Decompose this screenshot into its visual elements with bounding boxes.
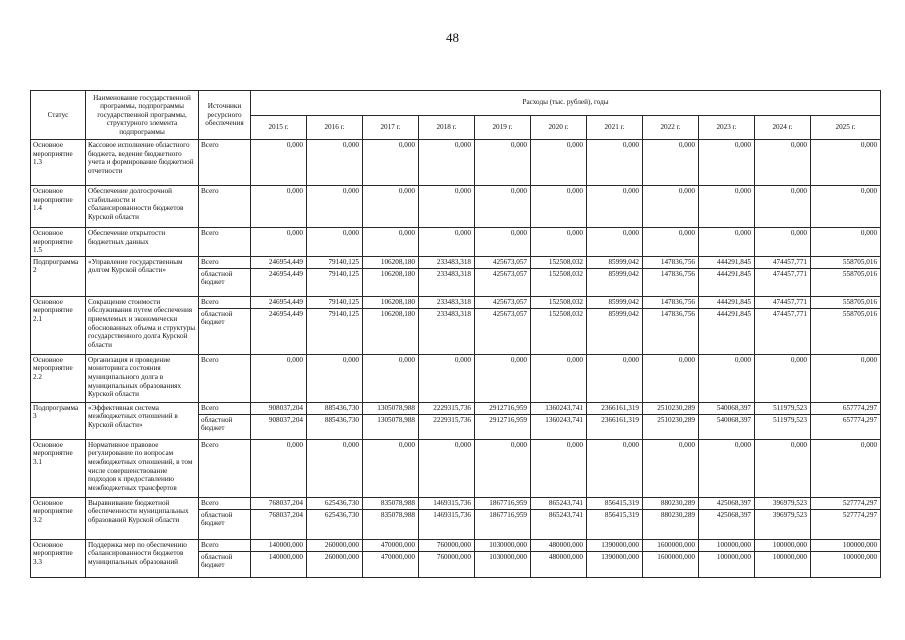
value-cell: 79140,125 — [307, 268, 363, 296]
value-cell: 2510230,289 — [643, 414, 699, 439]
value-cell: 480000,000 — [531, 539, 587, 551]
value-cell: 106208,180 — [363, 256, 419, 268]
value-cell: 246954,449 — [251, 268, 307, 296]
header-row-main — [31, 91, 881, 116]
value-cell: 1469315,736 — [419, 509, 475, 539]
source-cell: областной бюджет — [199, 551, 251, 577]
value-cell: 444291,845 — [699, 256, 755, 268]
table-header — [31, 91, 881, 140]
table-body — [31, 140, 881, 578]
header-status: Статус — [31, 91, 86, 140]
source-cell: Всего — [199, 439, 251, 497]
value-cell: 0,000 — [699, 354, 755, 402]
value-cell: 396979,523 — [755, 497, 811, 509]
value-cell: 147836,756 — [643, 256, 699, 268]
value-cell: 425673,057 — [475, 296, 531, 308]
value-cell: 0,000 — [475, 186, 531, 228]
name-cell: «Эффективная система межбюджетных отношений в Курской области» — [86, 402, 199, 439]
status-cell: Основное мероприятие 1.5 — [31, 228, 86, 257]
name-cell: Обеспечение открытости бюджетных данных — [86, 228, 199, 257]
status-cell: Подпрограмма 3 — [31, 402, 86, 439]
table-row — [31, 140, 881, 186]
value-cell: 657774,297 — [811, 402, 881, 414]
value-cell: 511979,523 — [755, 414, 811, 439]
value-cell: 140000,000 — [251, 551, 307, 577]
value-cell: 0,000 — [419, 140, 475, 186]
page-number: 48 — [446, 30, 459, 45]
value-cell: 106208,180 — [363, 268, 419, 296]
status-cell: Основное мероприятие 3.2 — [31, 497, 86, 539]
source-cell: областной бюджет — [199, 308, 251, 354]
value-cell: 425068,397 — [699, 497, 755, 509]
source-cell: Всего — [199, 140, 251, 186]
value-cell: 527774,297 — [811, 509, 881, 539]
value-cell: 0,000 — [531, 228, 587, 257]
value-cell: 0,000 — [643, 186, 699, 228]
source-cell: Всего — [199, 296, 251, 308]
value-cell: 474457,771 — [755, 296, 811, 308]
status-cell: Основное мероприятие 3.1 — [31, 439, 86, 497]
table-row — [31, 186, 881, 228]
value-cell: 425673,057 — [475, 256, 531, 268]
value-cell: 0,000 — [307, 186, 363, 228]
value-cell: 0,000 — [251, 228, 307, 257]
status-cell: Основное мероприятие 2.1 — [31, 296, 86, 354]
value-cell: 147836,756 — [643, 308, 699, 354]
value-cell: 2912716,959 — [475, 414, 531, 439]
value-cell: 0,000 — [587, 439, 643, 497]
value-cell: 396979,523 — [755, 509, 811, 539]
value-cell: 152508,032 — [531, 308, 587, 354]
value-cell: 865243,741 — [531, 509, 587, 539]
table-row — [31, 402, 881, 414]
value-cell: 0,000 — [643, 354, 699, 402]
source-cell: Всего — [199, 402, 251, 414]
value-cell: 0,000 — [307, 140, 363, 186]
header-year: 2021 г. — [587, 115, 643, 140]
value-cell: 100000,000 — [755, 539, 811, 551]
value-cell: 768037,204 — [251, 497, 307, 509]
value-cell: 152508,032 — [531, 268, 587, 296]
value-cell: 0,000 — [531, 354, 587, 402]
table-row — [31, 439, 881, 497]
source-cell: областной бюджет — [199, 268, 251, 296]
value-cell: 0,000 — [307, 228, 363, 257]
value-cell: 1390000,000 — [587, 539, 643, 551]
value-cell: 0,000 — [755, 354, 811, 402]
value-cell: 425673,057 — [475, 308, 531, 354]
header-year: 2023 г. — [699, 115, 755, 140]
value-cell: 1469315,736 — [419, 497, 475, 509]
value-cell: 100000,000 — [755, 551, 811, 577]
value-cell: 79140,125 — [307, 256, 363, 268]
name-cell: Сокращение стоимости обслуживания путем обеспечения приемлемых и экономически обоснованных объема и структуры государственного долга Курской области — [86, 296, 199, 354]
value-cell: 856415,319 — [587, 509, 643, 539]
value-cell: 625436,730 — [307, 509, 363, 539]
value-cell: 856415,319 — [587, 497, 643, 509]
value-cell: 0,000 — [587, 354, 643, 402]
value-cell: 1867716,959 — [475, 509, 531, 539]
value-cell: 233483,318 — [419, 256, 475, 268]
value-cell: 260000,000 — [307, 539, 363, 551]
value-cell: 885436,730 — [307, 414, 363, 439]
name-cell: «Управление государственным долгом Курской области» — [86, 256, 199, 296]
value-cell: 0,000 — [531, 439, 587, 497]
value-cell: 233483,318 — [419, 296, 475, 308]
value-cell: 0,000 — [251, 354, 307, 402]
value-cell: 2229315,736 — [419, 414, 475, 439]
value-cell: 0,000 — [363, 354, 419, 402]
value-cell: 246954,449 — [251, 308, 307, 354]
value-cell: 100000,000 — [811, 551, 881, 577]
name-cell: Организация и проведение мониторинга состояния муниципального долга в муниципальных образованиях Курской области — [86, 354, 199, 402]
value-cell: 0,000 — [475, 354, 531, 402]
value-cell: 760000,000 — [419, 539, 475, 551]
value-cell: 0,000 — [699, 140, 755, 186]
value-cell: 147836,756 — [643, 268, 699, 296]
value-cell: 2366161,319 — [587, 414, 643, 439]
table-row — [31, 539, 881, 551]
value-cell: 0,000 — [755, 186, 811, 228]
value-cell: 0,000 — [251, 439, 307, 497]
value-cell: 85999,042 — [587, 268, 643, 296]
table-row — [31, 228, 881, 257]
value-cell: 0,000 — [643, 140, 699, 186]
value-cell: 835078,988 — [363, 497, 419, 509]
value-cell: 152508,032 — [531, 296, 587, 308]
value-cell: 1030000,000 — [475, 539, 531, 551]
value-cell: 1600000,000 — [643, 551, 699, 577]
value-cell: 865243,741 — [531, 497, 587, 509]
value-cell: 100000,000 — [699, 539, 755, 551]
value-cell: 540068,397 — [699, 402, 755, 414]
value-cell: 444291,845 — [699, 308, 755, 354]
value-cell: 880230,289 — [643, 497, 699, 509]
value-cell: 908037,204 — [251, 402, 307, 414]
value-cell: 527774,297 — [811, 497, 881, 509]
value-cell: 0,000 — [419, 186, 475, 228]
value-cell: 625436,730 — [307, 497, 363, 509]
value-cell: 79140,125 — [307, 296, 363, 308]
table-row — [31, 256, 881, 268]
source-cell: Всего — [199, 228, 251, 257]
value-cell: 480000,000 — [531, 551, 587, 577]
table-row — [31, 296, 881, 308]
value-cell: 511979,523 — [755, 402, 811, 414]
status-cell: Основное мероприятие 2.2 — [31, 354, 86, 402]
name-cell: Нормативное правовое регулирование по вопросам межбюджетных отношений, в том числе совершенствование подходов к предоставлению межбюджетных трансфертов — [86, 439, 199, 497]
value-cell: 0,000 — [251, 186, 307, 228]
name-cell: Обеспечение долгосрочной стабильности и сбалансированности бюджетов Курской области — [86, 186, 199, 228]
header-name: Наименование государственной программы, подпрограммы государственной программы, структурного элемента подпрограммы — [86, 91, 199, 140]
value-cell: 1360243,741 — [531, 402, 587, 414]
value-cell: 0,000 — [811, 439, 881, 497]
value-cell: 106208,180 — [363, 296, 419, 308]
value-cell: 246954,449 — [251, 256, 307, 268]
value-cell: 79140,125 — [307, 308, 363, 354]
value-cell: 474457,771 — [755, 308, 811, 354]
header-year: 2024 г. — [755, 115, 811, 140]
table-row — [31, 497, 881, 509]
table-row — [31, 354, 881, 402]
value-cell: 0,000 — [307, 439, 363, 497]
value-cell: 1360243,741 — [531, 414, 587, 439]
value-cell: 0,000 — [531, 140, 587, 186]
value-cell: 0,000 — [475, 140, 531, 186]
value-cell: 246954,449 — [251, 296, 307, 308]
value-cell: 558705,016 — [811, 308, 881, 354]
value-cell: 0,000 — [699, 439, 755, 497]
value-cell: 835078,988 — [363, 509, 419, 539]
value-cell: 474457,771 — [755, 268, 811, 296]
value-cell: 100000,000 — [699, 551, 755, 577]
value-cell: 0,000 — [699, 186, 755, 228]
header-year: 2017 г. — [363, 115, 419, 140]
value-cell: 85999,042 — [587, 256, 643, 268]
value-cell: 444291,845 — [699, 296, 755, 308]
source-cell: областной бюджет — [199, 509, 251, 539]
value-cell: 0,000 — [587, 140, 643, 186]
value-cell: 233483,318 — [419, 268, 475, 296]
value-cell: 0,000 — [475, 228, 531, 257]
value-cell: 768037,204 — [251, 509, 307, 539]
value-cell: 0,000 — [811, 228, 881, 257]
source-cell: Всего — [199, 539, 251, 551]
value-cell: 558705,016 — [811, 256, 881, 268]
value-cell: 0,000 — [363, 140, 419, 186]
name-cell: Поддержка мер по обеспечению сбалансированности бюджетов муниципальных образований — [86, 539, 199, 577]
value-cell: 2366161,319 — [587, 402, 643, 414]
value-cell: 558705,016 — [811, 268, 881, 296]
value-cell: 558705,016 — [811, 296, 881, 308]
status-cell: Основное мероприятие 3.3 — [31, 539, 86, 577]
value-cell: 908037,204 — [251, 414, 307, 439]
header-year: 2015 г. — [251, 115, 307, 140]
value-cell: 470000,000 — [363, 551, 419, 577]
value-cell: 100000,000 — [811, 539, 881, 551]
source-cell: Всего — [199, 186, 251, 228]
value-cell: 0,000 — [251, 140, 307, 186]
value-cell: 0,000 — [419, 354, 475, 402]
value-cell: 1305078,988 — [363, 414, 419, 439]
value-cell: 260000,000 — [307, 551, 363, 577]
value-cell: 1305078,988 — [363, 402, 419, 414]
value-cell: 2912716,959 — [475, 402, 531, 414]
value-cell: 0,000 — [755, 140, 811, 186]
header-year: 2025 г. — [811, 115, 881, 140]
header-expenses: Расходы (тыс. рублей), годы — [251, 91, 881, 116]
value-cell: 0,000 — [363, 228, 419, 257]
header-sources: Источники ресурсного обеспечения — [199, 91, 251, 140]
value-cell: 0,000 — [475, 439, 531, 497]
value-cell: 0,000 — [755, 228, 811, 257]
value-cell: 152508,032 — [531, 256, 587, 268]
value-cell: 1390000,000 — [587, 551, 643, 577]
value-cell: 0,000 — [699, 228, 755, 257]
header-year: 2018 г. — [419, 115, 475, 140]
value-cell: 233483,318 — [419, 308, 475, 354]
value-cell: 85999,042 — [587, 308, 643, 354]
value-cell: 1867716,959 — [475, 497, 531, 509]
value-cell: 0,000 — [755, 439, 811, 497]
value-cell: 2229315,736 — [419, 402, 475, 414]
value-cell: 140000,000 — [251, 539, 307, 551]
value-cell: 880230,289 — [643, 509, 699, 539]
value-cell: 0,000 — [643, 228, 699, 257]
value-cell: 0,000 — [307, 354, 363, 402]
header-year: 2022 г. — [643, 115, 699, 140]
status-cell: Основное мероприятие 1.4 — [31, 186, 86, 228]
value-cell: 657774,297 — [811, 414, 881, 439]
budget-table — [30, 90, 881, 578]
header-year: 2019 г. — [475, 115, 531, 140]
value-cell: 147836,756 — [643, 296, 699, 308]
value-cell: 425068,397 — [699, 509, 755, 539]
value-cell: 0,000 — [587, 186, 643, 228]
value-cell: 0,000 — [363, 439, 419, 497]
value-cell: 0,000 — [419, 228, 475, 257]
name-cell: Выравнивание бюджетной обеспеченности муниципальных образований Курской области — [86, 497, 199, 539]
value-cell: 0,000 — [587, 228, 643, 257]
name-cell: Кассовое исполнение областного бюджета, ведение бюджетного учета и формирование бюджетной отчетности — [86, 140, 199, 186]
status-cell: Подпрограмма 2 — [31, 256, 86, 296]
value-cell: 444291,845 — [699, 268, 755, 296]
header-year: 2016 г. — [307, 115, 363, 140]
value-cell: 0,000 — [531, 186, 587, 228]
value-cell: 1600000,000 — [643, 539, 699, 551]
value-cell: 474457,771 — [755, 256, 811, 268]
status-cell: Основное мероприятие 1.3 — [31, 140, 86, 186]
value-cell: 0,000 — [811, 140, 881, 186]
header-year: 2020 г. — [531, 115, 587, 140]
value-cell: 0,000 — [811, 354, 881, 402]
value-cell: 425673,057 — [475, 268, 531, 296]
source-cell: Всего — [199, 354, 251, 402]
value-cell: 0,000 — [643, 439, 699, 497]
value-cell: 0,000 — [363, 186, 419, 228]
source-cell: Всего — [199, 256, 251, 268]
source-cell: Всего — [199, 497, 251, 509]
value-cell: 106208,180 — [363, 308, 419, 354]
value-cell: 540068,397 — [699, 414, 755, 439]
value-cell: 2510230,289 — [643, 402, 699, 414]
value-cell: 885436,730 — [307, 402, 363, 414]
value-cell: 85999,042 — [587, 296, 643, 308]
value-cell: 0,000 — [811, 186, 881, 228]
value-cell: 0,000 — [419, 439, 475, 497]
value-cell: 470000,000 — [363, 539, 419, 551]
source-cell: областной бюджет — [199, 414, 251, 439]
value-cell: 1030000,000 — [475, 551, 531, 577]
value-cell: 760000,000 — [419, 551, 475, 577]
